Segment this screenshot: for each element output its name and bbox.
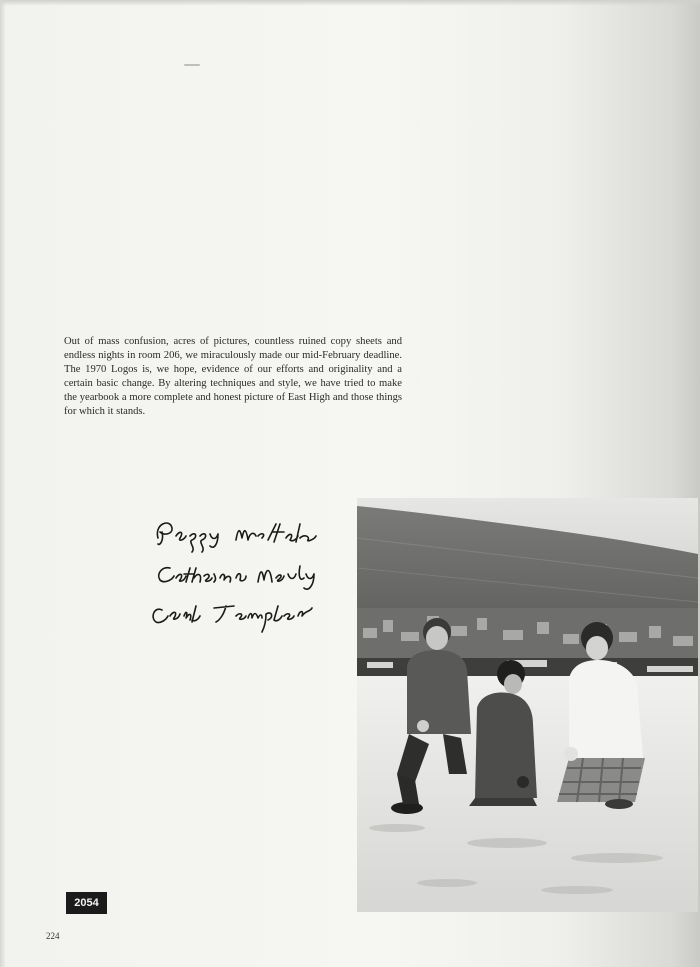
page-tag: 2054: [66, 892, 107, 914]
photo-winter-scene: [357, 498, 698, 912]
signature-1: [157, 523, 316, 552]
paper-speck: [184, 64, 200, 66]
signature-3: [153, 606, 312, 632]
page-top-edge: [0, 0, 700, 6]
staff-photo: [357, 498, 698, 912]
page-number: 224: [46, 931, 60, 941]
intro-paragraph: Out of mass confusion, acres of pictures, countless ruined copy sheets and endless nights in room 206, we miraculously made our mid-February deadline. The 1970 Logos is, we hope, evidence of our efforts and originality and a certain basic change. By altering techniques and style, we have tried to make the yearbook a more complete and honest picture of East High and those things for which it stands.: [64, 336, 402, 417]
handwritten-signatures: [140, 510, 340, 640]
page-left-edge: [0, 0, 6, 967]
signatures-block: [140, 510, 340, 640]
signature-2: [159, 566, 314, 589]
